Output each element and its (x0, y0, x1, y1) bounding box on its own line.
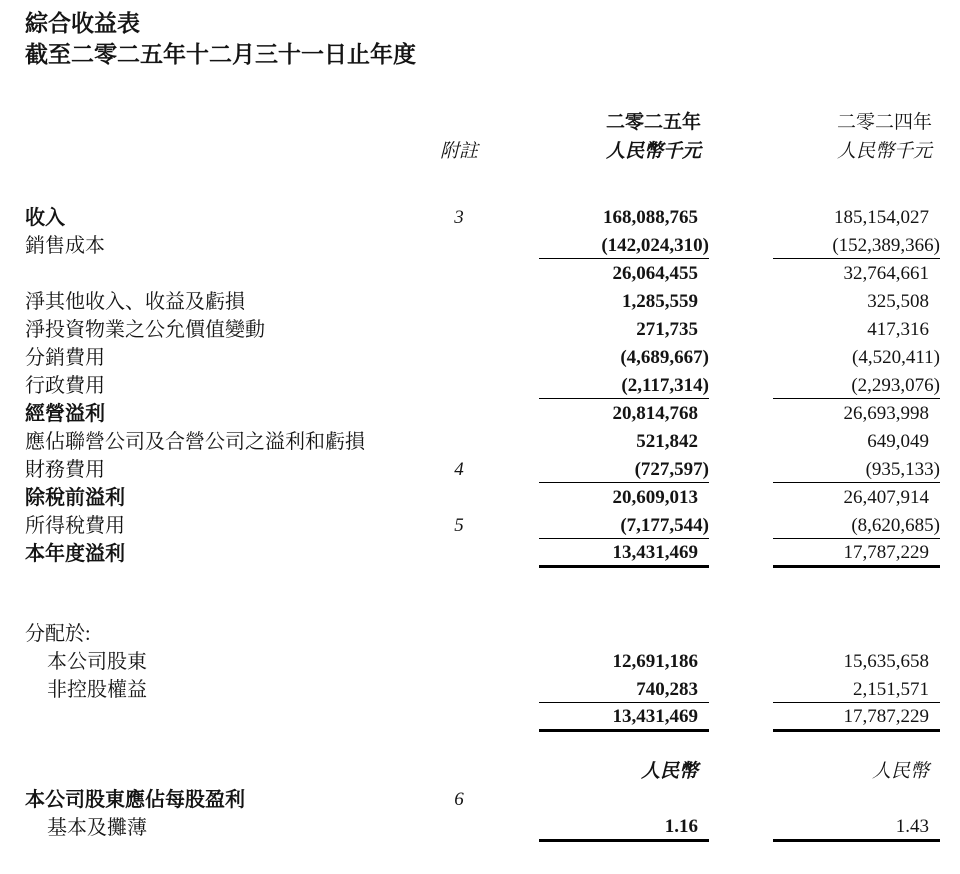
column-spacer (709, 784, 773, 812)
row-value-2024: 26,407,914 (843, 487, 929, 508)
row-note: 4 (454, 459, 464, 480)
column-spacer (709, 812, 773, 840)
row-value-2025: 521,842 (636, 431, 698, 452)
column-spacer (489, 756, 539, 784)
table-row (25, 286, 940, 314)
row-note (429, 674, 489, 702)
row-value-2024: 417,316 (867, 319, 929, 340)
row-label (25, 702, 429, 730)
row-value-2025: (2,117,314) (539, 370, 709, 398)
column-spacer (489, 342, 539, 370)
row-label: 本年度溢利 (25, 543, 125, 565)
row-label: 基本及攤薄 (47, 817, 147, 839)
column-spacer (489, 230, 539, 258)
column-spacer (709, 702, 773, 730)
row-note: 5 (454, 515, 464, 536)
row-label: 行政費用 (25, 375, 105, 397)
column-spacer (709, 258, 773, 286)
column-spacer (709, 454, 773, 482)
row-value-2024: 2,151,571 (773, 674, 940, 702)
row-value-2025: 1.16 (539, 812, 709, 840)
row-label (25, 756, 429, 784)
row-note (429, 538, 489, 566)
row-value-2025 (539, 784, 709, 812)
column-spacer (709, 230, 773, 258)
row-value-2025: (727,597) (539, 454, 709, 482)
table-row (25, 784, 940, 812)
row-note (429, 370, 489, 398)
column-spacer (709, 370, 773, 398)
column-spacer (489, 646, 539, 674)
row-value-2024: 185,154,027 (834, 207, 929, 228)
row-value-2024: 17,787,229 (773, 702, 940, 730)
column-spacer (709, 202, 773, 230)
row-label: 分銷費用 (25, 347, 105, 369)
column-spacer (709, 756, 773, 784)
table-row (25, 646, 940, 674)
row-note: 3 (454, 207, 464, 228)
column-spacer (489, 674, 539, 702)
table-row (25, 674, 940, 702)
page-title: 綜合收益表 (25, 11, 140, 36)
row-note (429, 286, 489, 314)
row-note (429, 756, 489, 784)
row-value-2024: (152,389,366) (773, 230, 940, 258)
row-note (429, 398, 489, 426)
column-spacer (709, 510, 773, 538)
header-gap (25, 164, 940, 202)
row-value-2025: (4,689,667) (620, 347, 709, 368)
column-spacer (489, 258, 539, 286)
row-label: 經營溢利 (25, 403, 105, 425)
header-row-year (25, 106, 940, 135)
column-spacer (489, 426, 539, 454)
column-spacer (709, 342, 773, 370)
col-header-2024-year: 二零二四年 (836, 112, 932, 133)
col-header-note: 附註 (439, 141, 478, 162)
table-row (25, 342, 940, 370)
table-row (25, 812, 940, 840)
row-label: 收入 (25, 207, 65, 229)
header-row-unit (25, 135, 940, 164)
column-spacer (709, 646, 773, 674)
table-row (25, 510, 940, 538)
row-value-2024: 32,764,661 (843, 263, 929, 284)
column-spacer (709, 314, 773, 342)
row-label: 本公司股東應佔每股盈利 (25, 789, 245, 811)
column-spacer (709, 618, 773, 646)
row-note (429, 342, 489, 370)
column-spacer (709, 286, 773, 314)
row-label: 財務費用 (25, 459, 105, 481)
table-row (25, 618, 940, 646)
row-value-2025: 1,285,559 (622, 291, 698, 312)
section-spacer (25, 730, 940, 756)
row-note (429, 258, 489, 286)
table-row (25, 702, 940, 730)
column-spacer (489, 812, 539, 840)
column-spacer (489, 314, 539, 342)
table-row (25, 370, 940, 398)
row-value-2024: 325,508 (867, 291, 929, 312)
row-value-2024: (4,520,411) (852, 347, 940, 368)
row-value-2024: 649,049 (867, 431, 929, 452)
row-label: 本公司股東 (47, 651, 147, 673)
column-spacer (489, 510, 539, 538)
row-value-2024: (8,620,685) (773, 510, 940, 538)
table-row (25, 482, 940, 510)
row-value-2025: (142,024,310) (539, 230, 709, 258)
table-row (25, 398, 940, 426)
column-spacer (489, 286, 539, 314)
row-note (429, 812, 489, 840)
column-spacer (709, 482, 773, 510)
row-note (429, 646, 489, 674)
row-value-2024: (935,133) (773, 454, 940, 482)
column-spacer (489, 482, 539, 510)
column-spacer (489, 398, 539, 426)
column-spacer (709, 674, 773, 702)
row-label: 除稅前溢利 (25, 487, 125, 509)
row-label: 淨其他收入、收益及虧損 (25, 291, 245, 313)
row-value-2025: 20,609,013 (612, 487, 698, 508)
row-label: 淨投資物業之公允價值變動 (25, 319, 265, 341)
row-note: 6 (454, 789, 464, 810)
row-value-2024: 15,635,658 (843, 651, 929, 672)
column-spacer (709, 538, 773, 566)
column-spacer (489, 370, 539, 398)
column-spacer (489, 702, 539, 730)
row-label: 應佔聯營公司及合營公司之溢利和虧損 (25, 431, 365, 453)
page-subtitle: 截至二零二五年十二月三十一日止年度 (25, 42, 416, 67)
col-header-2025-year: 二零二五年 (605, 112, 701, 133)
row-value-2024 (773, 618, 940, 646)
row-note (429, 702, 489, 730)
column-spacer (489, 618, 539, 646)
row-value-2024: 1.43 (773, 812, 940, 840)
column-spacer (489, 454, 539, 482)
row-value-2024: 人民幣 (871, 761, 929, 782)
row-value-2024 (773, 784, 940, 812)
row-label: 銷售成本 (25, 235, 105, 257)
row-value-2025: 740,283 (539, 674, 709, 702)
row-value-2025: 26,064,455 (612, 263, 698, 284)
row-value-2025: (7,177,544) (539, 510, 709, 538)
row-value-2025: 人民幣 (640, 761, 698, 782)
row-note (429, 426, 489, 454)
col-header-2024-unit: 人民幣千元 (836, 141, 932, 162)
row-value-2025: 168,088,765 (603, 207, 698, 228)
table-row (25, 258, 940, 286)
row-label: 所得稅費用 (25, 515, 125, 537)
row-value-2025: 13,431,469 (539, 538, 709, 566)
section-spacer (25, 566, 940, 618)
column-spacer (489, 784, 539, 812)
row-label: 非控股權益 (47, 679, 147, 701)
table-row (25, 426, 940, 454)
row-value-2025 (539, 618, 709, 646)
row-value-2025: 12,691,186 (612, 651, 698, 672)
table-row (25, 454, 940, 482)
column-spacer (709, 398, 773, 426)
row-value-2024: 17,787,229 (773, 538, 940, 566)
table-row (25, 230, 940, 258)
row-value-2024: 26,693,998 (843, 403, 929, 424)
column-spacer (489, 202, 539, 230)
row-note (429, 618, 489, 646)
row-label (25, 258, 429, 286)
table-row (25, 314, 940, 342)
column-spacer (489, 538, 539, 566)
row-value-2025: 13,431,469 (539, 702, 709, 730)
row-value-2024: (2,293,076) (773, 370, 940, 398)
row-value-2025: 271,735 (636, 319, 698, 340)
row-label: 分配於: (25, 623, 91, 645)
table-row (25, 756, 940, 784)
row-note (429, 482, 489, 510)
table-row (25, 538, 940, 566)
col-header-2025-unit: 人民幣千元 (605, 141, 701, 162)
row-note (429, 314, 489, 342)
row-value-2025: 20,814,768 (612, 403, 698, 424)
column-spacer (709, 426, 773, 454)
table-row (25, 202, 940, 230)
row-note (429, 230, 489, 258)
income-statement-table (25, 106, 940, 842)
